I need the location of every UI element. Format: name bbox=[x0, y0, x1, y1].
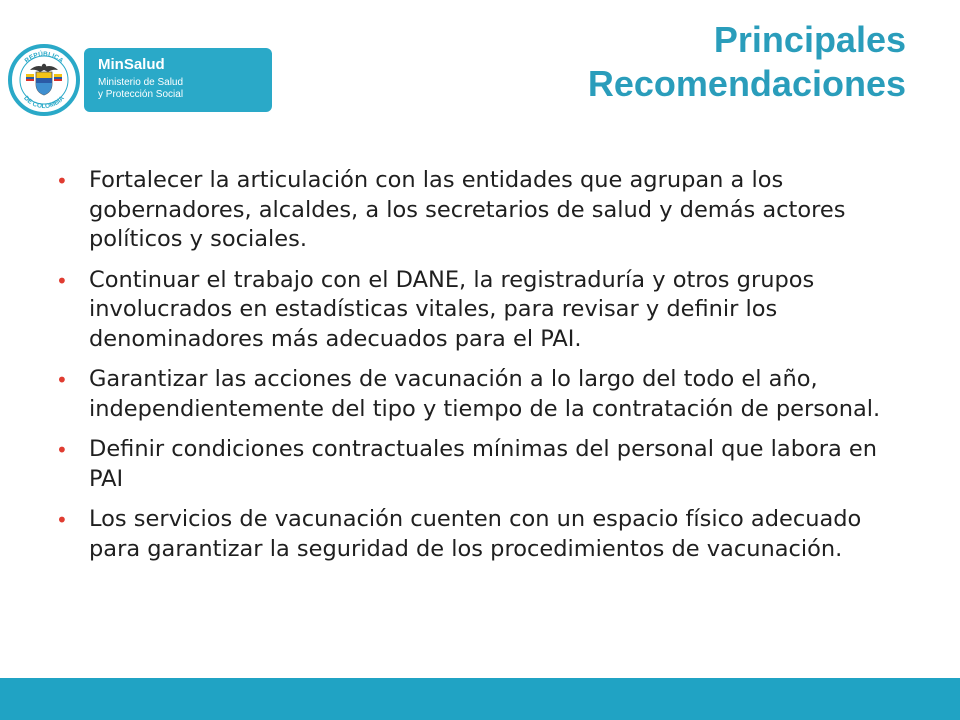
bullet-dot-icon: • bbox=[56, 169, 68, 193]
brand-subtitle-line1: Ministerio de Salud bbox=[98, 77, 184, 88]
recommendations-list bbox=[56, 166, 916, 575]
minsalud-logo bbox=[8, 44, 272, 116]
list-item-text: Continuar el trabajo con el DANE, la registraduría y otros grupos involucrados en estadísticas vitales, para revisar y definir los denominadores más adecuados para el PAI. bbox=[89, 266, 815, 352]
slide-title-line2: Recomendaciones bbox=[587, 63, 906, 104]
slide-title bbox=[588, 18, 906, 106]
list-item-text: Garantizar las acciones de vacunación a lo largo del todo el año, independientemente del tipo y tiempo de la contratación de personal. bbox=[89, 366, 881, 422]
bullet-dot-icon: • bbox=[56, 268, 68, 293]
brand-name: MinSalud bbox=[98, 56, 165, 73]
list-item-text: Fortalecer la articulación con las entidades que agrupan a los gobernadores, alcaldes, a los secretarios de salud y demás actores políticos y sociales. bbox=[89, 167, 846, 252]
brand-box bbox=[84, 48, 272, 112]
bullet-dot-icon: • bbox=[56, 508, 68, 532]
list-item-text: Los servicios de vacunación cuenten con un espacio físico adecuado para garantizar la seguridad de los procedimientos de vacunación. bbox=[89, 506, 862, 562]
list-item bbox=[56, 365, 916, 424]
footer-bar bbox=[0, 678, 960, 720]
list-item bbox=[56, 435, 916, 494]
brand-subtitle-line2: y Protección Social bbox=[98, 89, 184, 100]
coat-of-arms-seal-icon bbox=[8, 44, 80, 116]
seal-text-top: REPÚBLICA bbox=[23, 50, 65, 65]
list-item bbox=[56, 266, 916, 355]
list-item bbox=[56, 166, 916, 255]
bullet-dot-icon: • bbox=[56, 438, 68, 462]
slide-title-line1: Principales bbox=[713, 19, 906, 60]
seal-text-bottom: DE COLOMBIA bbox=[22, 94, 66, 111]
bullet-dot-icon: • bbox=[56, 368, 68, 392]
list-item bbox=[56, 505, 916, 564]
list-item-text: Definir condiciones contractuales mínimas del personal que labora en PAI bbox=[89, 436, 878, 492]
